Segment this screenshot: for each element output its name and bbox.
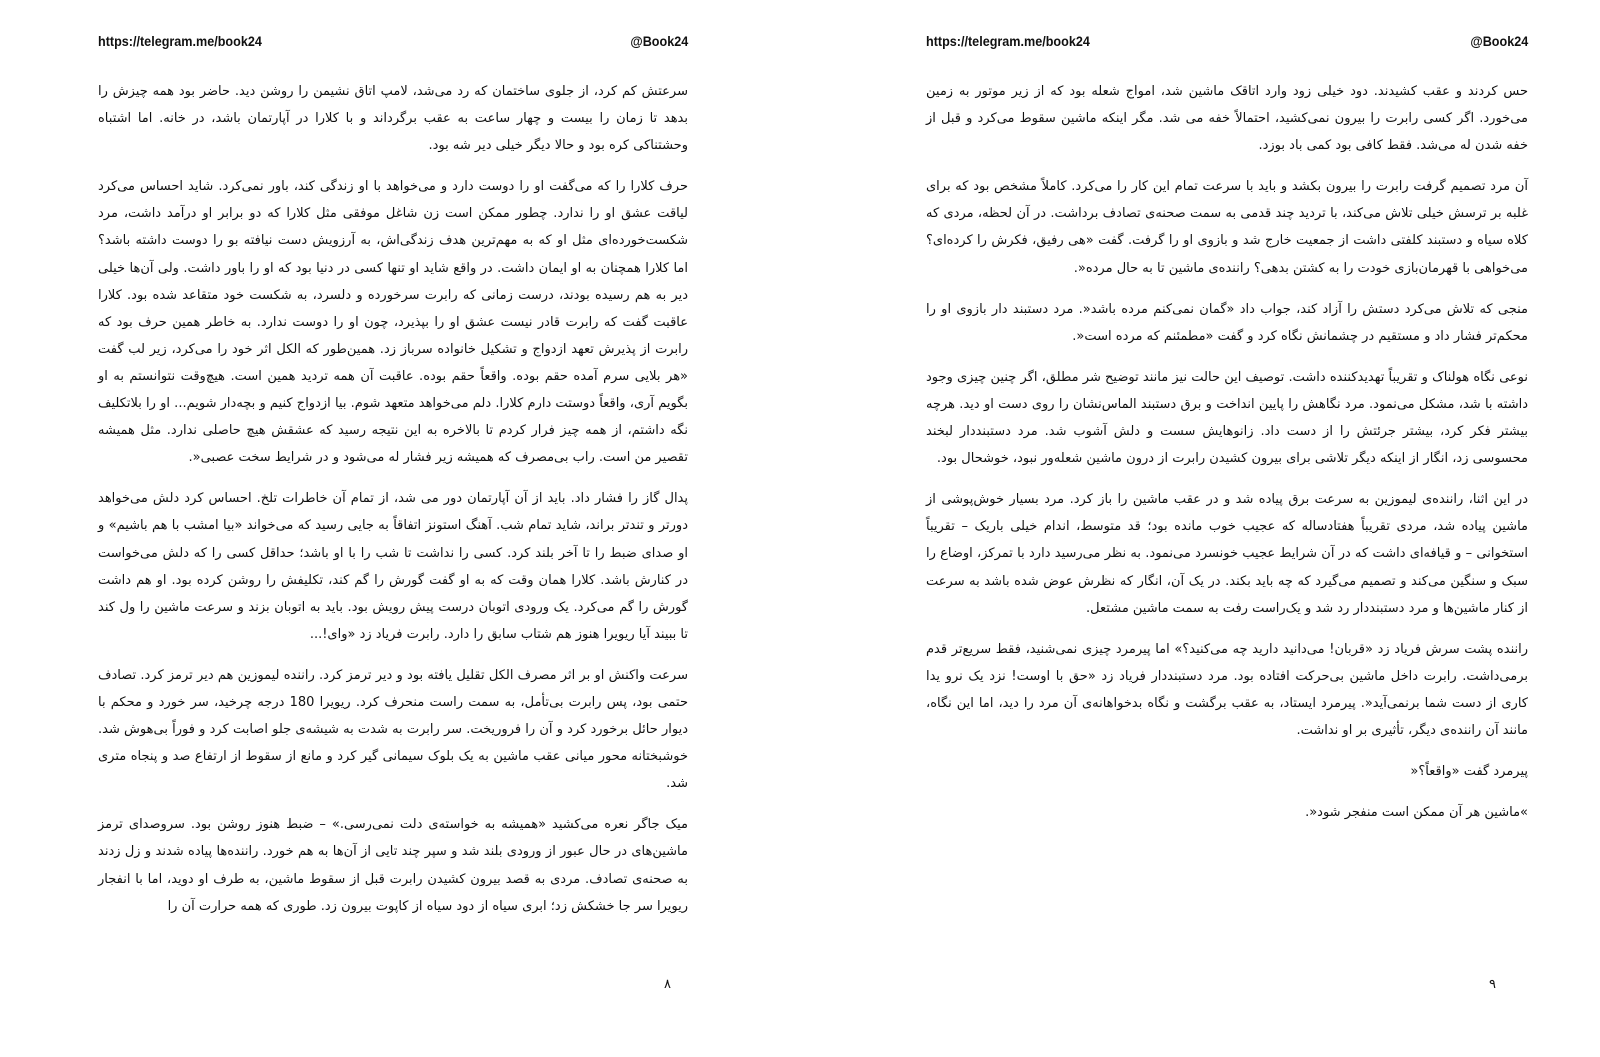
paragraph: منجی که تلاش می‌کرد دستش را آزاد کند، جواب داد «گمان نمی‌کنم مرده باشد«. مرد دستبند دار بازوی او را محکم‌تر فشار داد و مستقیم در چشمانش نگاه کرد و گفت «مطمئنم که مرده است«. [926, 301, 1528, 344]
paragraph: راننده پشت سرش فریاد زد «قربان! می‌دانید دارید چه می‌کنید؟» اما پیرمرد چیزی نمی‌شنید، فقط سریع‌تر قدم برمی‌داشت. رابرت داخل ماشین بی‌حرکت افتاده بود. مرد دستبنددار فریاد زد «حق با اوست! نزد یک نرو یدا کاری از دست شما برنمی‌آید«. پیرمرد ایستاد، به عقب برگشت و نگاه بدخواهانه‌ی آن مرد را دید، اما این نگاه، مانند آن راننده‌ی دیگر، تأثیری بر او نداشت. [926, 641, 1528, 738]
paragraph: حس کردند و عقب کشیدند. دود خیلی زود وارد اتاقک ماشین شد، امواج شعله بود که از زیر موتور به زمین می‌خورد. اگر کسی رابرت را بیرون نمی‌کشید، احتمالاً خفه می شد. مگر اینکه ماشین سقوط می‌کرد و قبل از خفه شدن له می‌شد. فقط کافی بود کمی باد بوزد. [926, 84, 1528, 154]
header-url: https://telegram.me/book24 [926, 33, 1090, 49]
page-header [98, 33, 688, 53]
right-page [800, 0, 1600, 1057]
header-handle: @Book24 [1470, 33, 1528, 49]
page-number: ۸ [664, 977, 671, 992]
paragraph: میک جاگر نعره می‌کشید «همیشه به خواسته‌ی دلت نمی‌رسی.» – ضبط هنوز روشن بود. سروصدای ترمز ماشین‌های در حال عبور از ورودی بلند شد و سپر چند تایی از آن‌ها به هم خورد. راننده‌ها پیاده شدند و زل زدند به صحنه‌ی تصادف. مردی به قصد بیرون کشیدن رابرت قبل از سقوط ماشین، به طرف او دوید، اما با انفجار ریویرا سر جا خشکش زد؛ ابری سیاه از دود سیاه از کاپوت بیرون زد. طوری که همه حرارت آن را [98, 817, 688, 914]
paragraph: »ماشین هر آن ممکن است منفجر شود«. [1305, 805, 1528, 821]
paragraph: آن مرد تصمیم گرفت رابرت را بیرون بکشد و باید با سرعت تمام این کار را می‌کرد. کاملاً مشخص بود که برای غلبه بر ترسش خیلی تلاش می‌کند، با تردید چند قدمی به سمت صحنه‌ی تصادف برداشت. در آن لحظه، مردی که کلاه سیاه و دستبند کلفتی داشت از جمعیت خارج شد و بازوی او را گرفت. گفت «هی رفیق، فکرش را کرده‌ای؟ می‌خواهی با قهرمان‌بازی خودت را به کشتن بدهی؟ راننده‌ی ماشین تا به حال مرده«. [926, 179, 1528, 276]
paragraph: سرعتش کم کرد، از جلوی ساختمان که رد می‌شد، لامپ اتاق نشیمن را روشن دید. حاضر بود همه چیزش را بدهد تا زمان را بیست و چهار ساعت به عقب برگرداند و با کلارا در آپارتمان باشد، در خانه. اما اشتباه وحشتناکی کره بود و حالا دیگر خیلی دیر شه بود. [98, 84, 688, 154]
header-handle: @Book24 [630, 33, 688, 49]
paragraph: سرعت واکنش او بر اثر مصرف الکل تقلیل یافته بود و دیر ترمز کرد. راننده لیموزین هم دیر ترمز کرد. تصادف حتمی بود، پس رابرت بی‌تأمل، به سمت راست منحرف کرد. ریویرا 180 درجه چرخید، سر خورد و محکم با دیوار حائل برخورد کرد و آن را فروریخت. سر رابرت به شدت به شیشه‌ی جلو اصابت کرد و فوراً بی‌هوش شد. خوشبختانه محور میانی عقب ماشین به یک بلوک سیمانی گیر کرد و مانع از سقوط از ارتفاع صد و پنجاه متری شد. [98, 667, 689, 792]
header-url: https://telegram.me/book24 [98, 33, 262, 49]
paragraph: نوعی نگاه هولناک و تقریباً تهدیدکننده داشت. توصیف این حالت نیز مانند توضیح شر مطلق، اگر چنین چیزی وجود داشته با شد، مشکل می‌نمود. مرد نگاهش را پایین انداخت و برق دستبند الماس‌نشان را روی دست او دید. هرچه بیشتر فکر کرد، بیشتر جرئتش را از دست داد. زانوهایش سست و دلش آشوب شد. مرد دستبنددار لبخند محسوسی زد، انگار از اینکه دیگر تلاشی برای بیرون کشیدن رابرت از درون ماشین شعله‌ور نبود، خوشحال بود. [926, 369, 1528, 467]
page-body [98, 78, 688, 934]
page-header [926, 33, 1528, 53]
paragraph: پدال گاز را فشار داد. باید از آن آپارتمان دور می شد، از تمام آن خاطرات تلخ. احساس کرد دلش می‌خواهد دورتر و تندتر براند، شاید تمام شب. آهنگ استونز اتفاقاً به جایی رسید که می‌خواند «بیا امشب با هم باشیم» و او صدای ضبط را تا آخر بلند کرد. کسی را نداشت تا شب را با او باشد؛ حداقل کسی را که دلش می‌خواست در کنارش باشد. کلارا همان وقت که به او گفت گورش را گم کند، تکلیفش را روشن کرده بود. او هم داشت گورش را گم می‌کرد. یک ورودی اتوبان درست پیش رویش بود. باید به اتوبان بزند و سرعت ماشین را ول کند تا ببیند آیا ریویرا هنوز هم شتاب سابق را دارد. رابرت فریاد زد «وای!... [98, 491, 688, 642]
page-number: ۹ [1489, 977, 1496, 992]
paragraph: پیرمرد گفت «واقعاً؟« [1410, 764, 1528, 780]
paragraph: در این اثنا، راننده‌ی لیموزین به سرعت برق پیاده شد و در عقب ماشین را باز کرد. مرد بسیار خوش‌پوشی از ماشین پیاده شد، مردی تقریباً هفتادساله که عجیب خوب مانده بود؛ قد متوسط، اندام خیلی باریک – تقریباً استخوانی – و قیافه‌ای داشت که در آن شرایط عجیب خونسرد می‌نمود. به نظر می‌رسید دارد با تمرکز، اوضاع را سبک و سنگین می‌کند و تصمیم می‌گیرد که چه باید بکند. در یک آن، انگار که نظرش عوض شده باشد به سرعت از کنار ماشین‌ها و مرد دستبنددار رد شد و یک‌راست رفت به سمت ماشین مشتعل. [926, 492, 1528, 616]
paragraph: حرف کلارا را که می‌گفت او را دوست دارد و می‌خواهد با او زندگی کند، باور نمی‌کرد. شاید احساس می‌کرد لیاقت عشق او را ندارد. چطور ممکن است زن شاغل موفقی مثل کلارا که دو برابر او درآمد داشت، مرد شکست‌خورده‌ای مثل او که به مهم‌ترین هدف زندگی‌اش، به آرزویش دست نیافته بو را دوست داشته باشد؟ اما کلارا همچنان به او ایمان داشت. در واقع شاید او تنها کسی در دنیا بود که او را باور داشت. ولی آن‌ها خیلی دیر به هم رسیده بودند، درست زمانی که رابرت سرخورده و دلسرد، به شکست خود متقاعد شده بود. کلارا عاقبت گفت که رابرت قادر نیست عشق او را بپذیرد، چون او را دوست ندارد. به خاطر همین حرف بود که رابرت از پذیرش تعهد ازدواج و تشکیل خانواده سرباز زد. همین‌طور که الکل اثر خود را می‌کرد، زیر لب گفت «هر بلایی سرم آمده حقم بوده. واقعاً حقم بوده. عاقبت آن همه تردید همین است. هیچ‌وقت نتوانستم به او بگویم آری، واقعاً دوستت دارم کلارا. دلم می‌خواهد متعهد شوم. بیا ازدواج کنیم و بچه‌دار شویم... او را بلاتکلیف نگه داشتم، از همه چیز فرار کردم تا بالاخره به این نتیجه رسید که عشقش هیچ حاصلی ندارد. مثل همیشه تقصیر من است. راب بی‌مصرف که همیشه زیر فشار له می‌شود و در شرایط سخت عصبی«. [98, 179, 688, 466]
page-body [926, 78, 1528, 840]
